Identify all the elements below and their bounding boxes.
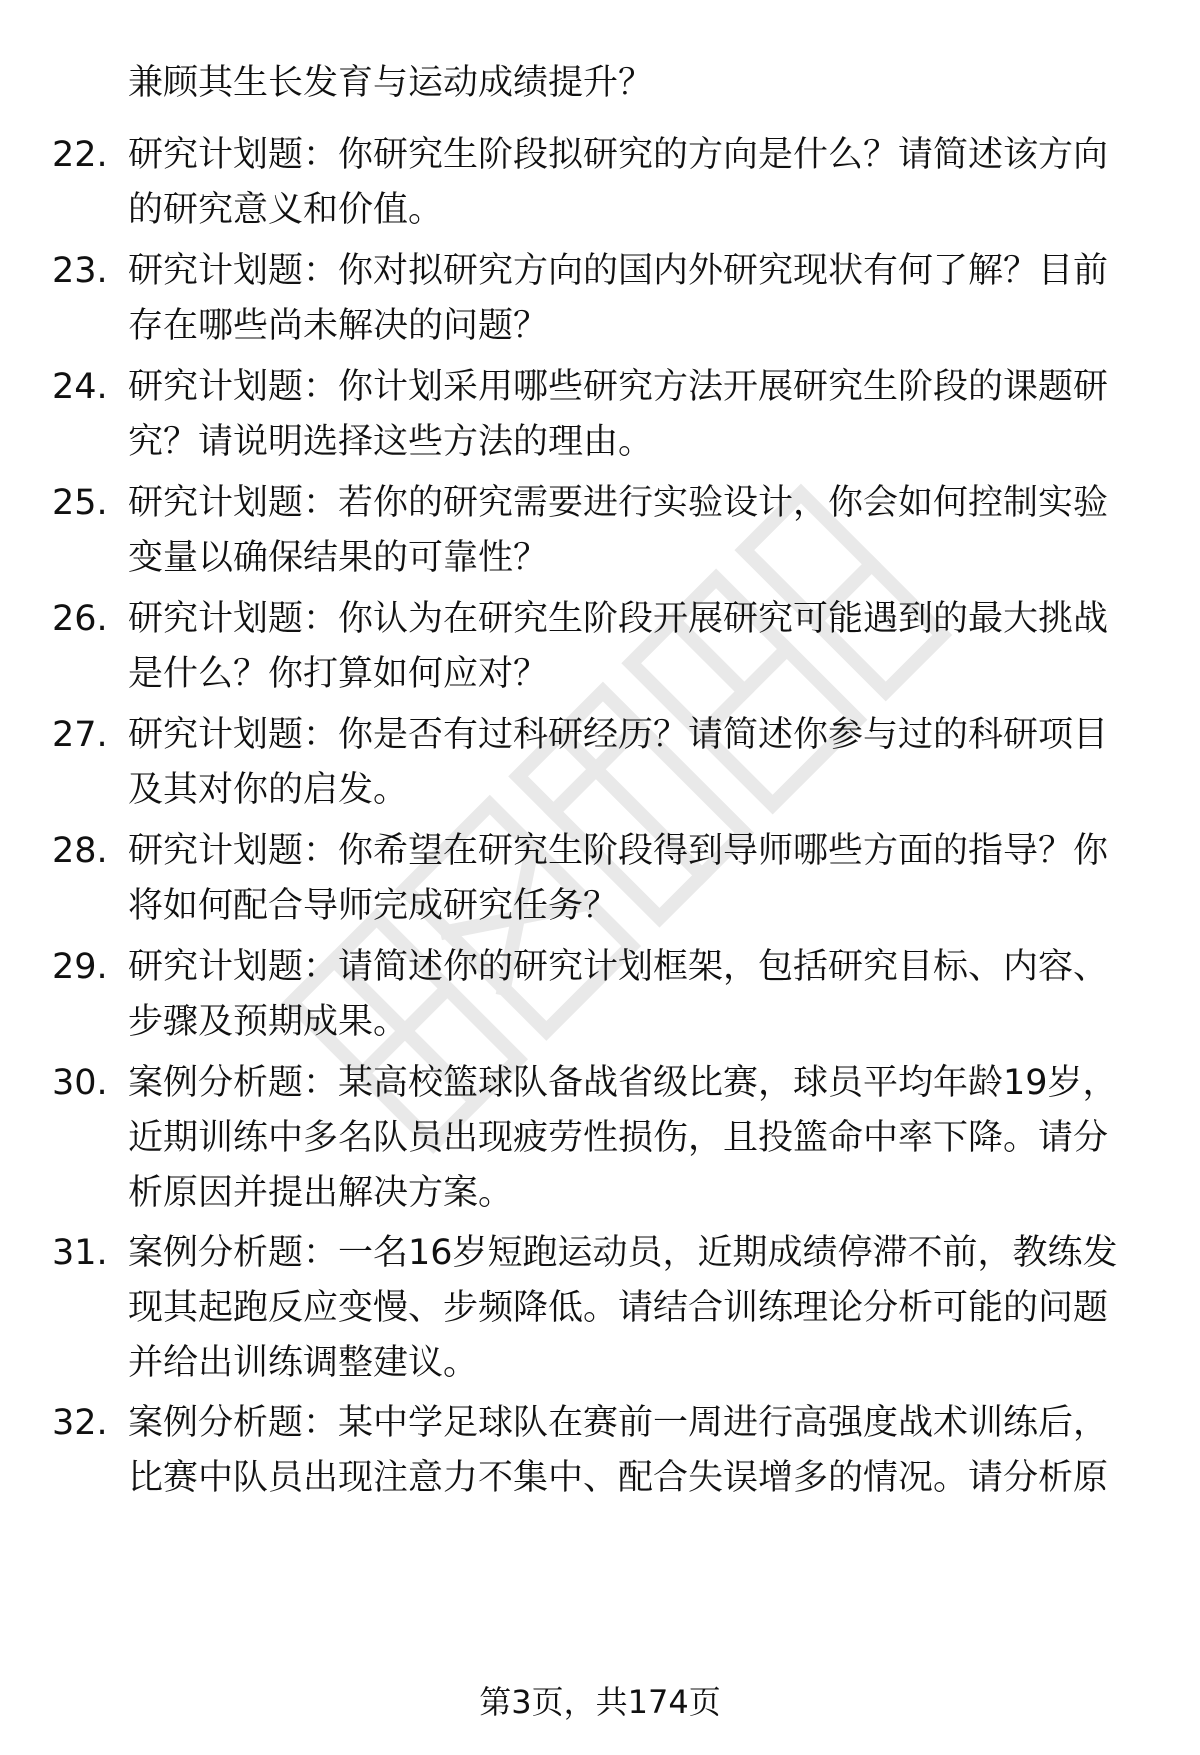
question-text-line: 研究计划题：你研究生阶段拟研究的方向是什么？请简述该方向 bbox=[128, 135, 1109, 175]
question-number: 26. bbox=[52, 599, 108, 639]
question-text-line: 研究计划题：你计划采用哪些研究方法开展研究生阶段的课题研 bbox=[128, 367, 1109, 407]
question-number: 31. bbox=[52, 1233, 108, 1273]
question-number: 30. bbox=[52, 1063, 108, 1103]
question-text-line: 研究计划题：你认为在研究生阶段开展研究可能遇到的最大挑战 bbox=[128, 599, 1109, 639]
question-text-line: 近期训练中多名队员出现疲劳性损伤，且投篮命中率下降。请分 bbox=[128, 1118, 1109, 1158]
question-text-line: 是什么？你打算如何应对？ bbox=[128, 654, 549, 694]
question-text-line: 研究计划题：若你的研究需要进行实验设计，你会如何控制实验 bbox=[128, 483, 1109, 523]
question-text-line: 案例分析题：一名16岁短跑运动员，近期成绩停滞不前，教练发 bbox=[128, 1233, 1118, 1273]
question-text-line: 并给出训练调整建议。 bbox=[128, 1343, 479, 1383]
question-text-line: 及其对你的启发。 bbox=[128, 770, 409, 810]
question-text-line: 研究计划题：你对拟研究方向的国内外研究现状有何了解？目前 bbox=[128, 251, 1109, 291]
question-number: 24. bbox=[52, 367, 108, 407]
question-text-line: 变量以确保结果的可靠性？ bbox=[128, 538, 549, 578]
question-text-line: 析原因并提出解决方案。 bbox=[128, 1173, 514, 1213]
question-text-line: 研究计划题：你希望在研究生阶段得到导师哪些方面的指导？你 bbox=[128, 831, 1109, 871]
question-number: 28. bbox=[52, 831, 108, 871]
question-text-line: 比赛中队员出现注意力不集中、配合失误增多的情况。请分析原 bbox=[128, 1458, 1109, 1498]
question-number: 29. bbox=[52, 947, 108, 987]
question-text-line: 步骤及预期成果。 bbox=[128, 1002, 409, 1042]
question-text-line: 研究计划题：你是否有过科研经历？请简述你参与过的科研项目 bbox=[128, 715, 1109, 755]
question-text-line: 案例分析题：某高校篮球队备战省级比赛，球员平均年龄19岁， bbox=[128, 1063, 1118, 1103]
page-number-footer: 第3页，共174页 bbox=[479, 1683, 721, 1721]
continued-question-text: 兼顾其生长发育与运动成绩提升？ bbox=[128, 63, 654, 103]
question-number: 32. bbox=[52, 1403, 108, 1443]
question-number: 25. bbox=[52, 483, 108, 523]
question-text-line: 将如何配合导师完成研究任务？ bbox=[128, 886, 619, 926]
question-text-line: 研究计划题：请简述你的研究计划框架，包括研究目标、内容、 bbox=[128, 947, 1109, 987]
question-text-line: 现其起跑反应变慢、步频降低。请结合训练理论分析可能的问题 bbox=[128, 1288, 1109, 1328]
question-number: 22. bbox=[52, 135, 108, 175]
question-text-line: 的研究意义和价值。 bbox=[128, 190, 444, 230]
question-text-line: 存在哪些尚未解决的问题？ bbox=[128, 306, 549, 346]
question-text-line: 究？请说明选择这些方法的理由。 bbox=[128, 422, 654, 462]
question-number: 23. bbox=[52, 251, 108, 291]
question-number: 27. bbox=[52, 715, 108, 755]
question-text-line: 案例分析题：某中学足球队在赛前一周进行高强度战术训练后， bbox=[128, 1403, 1109, 1443]
